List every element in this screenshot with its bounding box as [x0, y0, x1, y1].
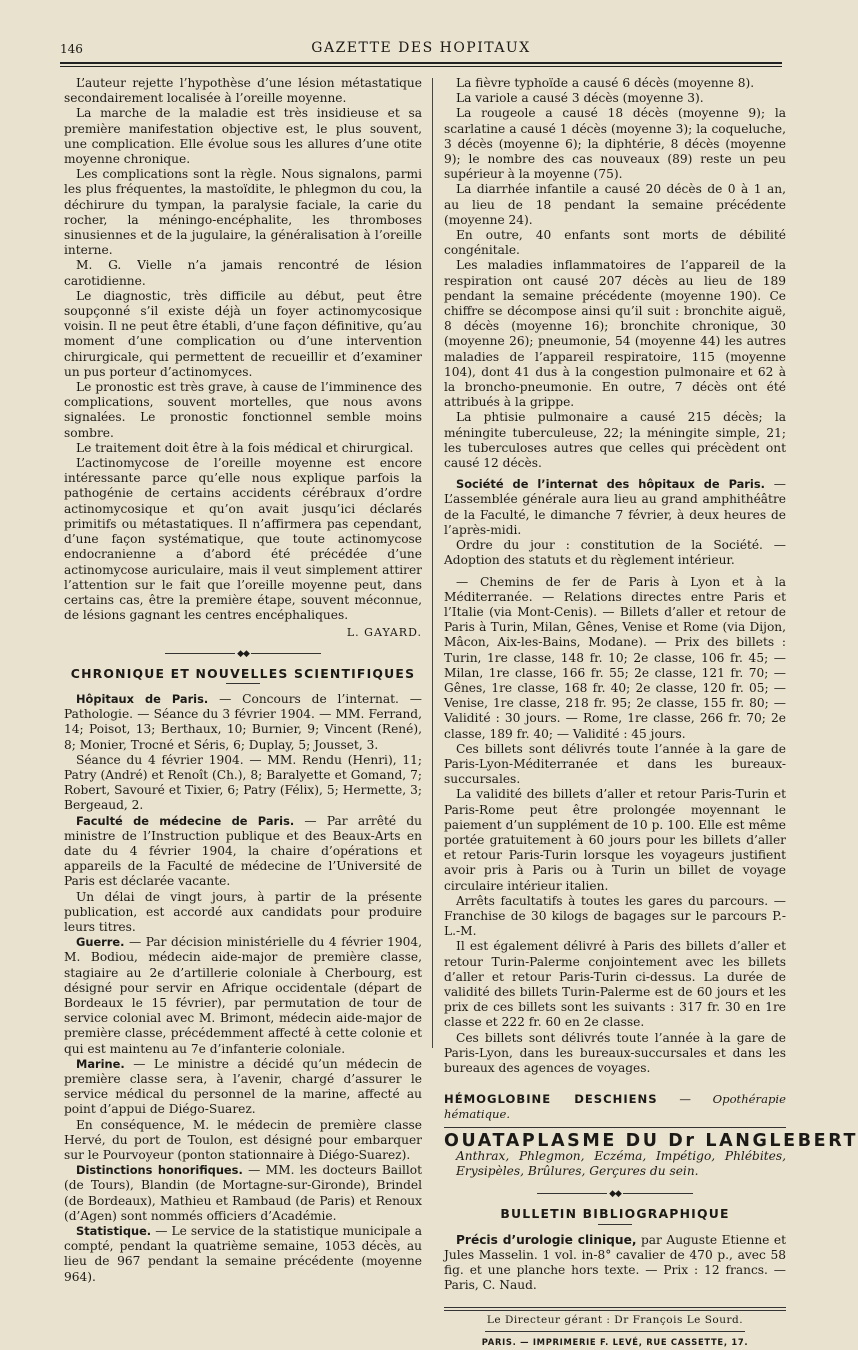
news-item-societe — [444, 477, 786, 538]
paragraph: Le traitement doit être à la fois médical et chirurgical. — [76, 440, 414, 455]
ad-rule — [444, 1127, 786, 1128]
page-header — [60, 38, 782, 62]
ouataplasme-ad-title: OUATAPLASME DU Dr LANGLEBERT — [444, 1130, 858, 1151]
news-text: — L’assemblée générale aura lieu au grand amphithéâtre de la Faculté, le dimanche 7 février, à deux heures de l’après-midi. — [444, 477, 786, 537]
paragraph: Le pronostic est très grave, à cause de l’imminence des complications, souvent mortelles, que nous avons signalées. Le pronostic fonctionnel semble moins sombre. — [64, 380, 422, 440]
bibliography-entry — [444, 1233, 786, 1294]
paragraph: En conséquence, M. le médecin de première classe Hervé, du port de Toulon, est désigné pour embarquer sur le Pourvoyeur (ponton stationnaire à Diégo-Suarez). — [64, 1117, 422, 1163]
right-column — [444, 76, 858, 1350]
ad-product-name: HÉMOGLOBINE DESCHIENS — [444, 1092, 658, 1107]
paragraph: L’auteur rejette l’hypothèse d’une lésion métastatique secondairement localisée à l’oreille moyenne. — [64, 76, 422, 106]
header-rule — [60, 62, 782, 64]
journal-title: GAZETTE DES HOPITAUX — [311, 40, 531, 56]
author-signature: L. GAYARD. — [346, 626, 422, 640]
printer-credit: PARIS. — IMPRIMERIE F. LEVÉ, RUE CASSETTE, 17. — [481, 1336, 749, 1347]
paragraph: La variole a causé 3 décès (moyenne 3). — [456, 91, 704, 106]
bulletin-heading: BULLETIN BIBLIOGRAPHIQUE — [500, 1206, 730, 1222]
news-text: — Concours de l’internat. — Pathologie. — Séance du 3 février 1904. — MM. Ferrand, 14; Poisot, 13; Berthaux, 10; Burnier, 9; Vincent (René), 8; Monier, Trocné et Séris, 6; Duplay, 5; Jousset, 3. — [64, 691, 422, 752]
heading-rule — [598, 1224, 632, 1225]
director-credit: Le Directeur gérant : Dr François Le Sourd. — [486, 1314, 744, 1327]
paragraph: M. G. Vielle n’a jamais rencontré de lésion carotidienne. — [64, 258, 422, 288]
news-text: — Le service de la statistique municipale a compté, pendant la quatrième semaine, 1053 décès, au lieu de 967 pendant la semaine précédente (moyenne 964). — [64, 1224, 422, 1284]
paragraph: Les maladies inflammatoires de l’appareil de la respiration ont causé 207 décès au lieu de 189 pendant la semaine précédente (moyenne 190). Ce chiffre se décompose ainsi qu’il suit : bronchite aiguë, 8 décès (moyenne 16); bronchite chronique, 30 (moyenne 26); pneumonie, 54 (moyenne 44) les autres maladies de l’appareil respiratoire, 115 (moyenne 104), dont 41 dus à la congestion pulmonaire et 62 à la broncho-pneumonie. En outre, 7 décès ont été attribués à la grippe. — [444, 258, 786, 410]
rubric-title: Statistique. — [76, 1224, 152, 1239]
ouataplasme-ad-indications: Anthrax, Phlegmon, Eczéma, Impétigo, Phlébites, Erysipèles, Brûlures, Gerçures du sein. — [456, 1148, 786, 1179]
rubric-title: Distinctions honorifiques. — [76, 1163, 243, 1178]
chronique-heading: CHRONIQUE ET NOUVELLES SCIENTIFIQUES — [70, 665, 416, 681]
news-item-distinctions — [64, 1163, 422, 1224]
footer-rule — [444, 1307, 786, 1311]
news-text: — MM. les docteurs Baillot (de Tours), Blandin (de Mortagne-sur-Gironde), Brindel (de Bordeaux), Mathieu et Rambaud (de Paris) et Renoux (d’Agen) sont nommés officiers d’Académie. — [64, 1163, 422, 1223]
column-divider — [432, 78, 433, 1048]
news-item-marine — [64, 1057, 422, 1118]
news-item-chemins-de-fer: — Chemins de fer de Paris à Lyon et à la Méditerranée. — Relations directes entre Paris et l’Italie (via Mont-Cenis). — Billets d’aller et retour de Paris à Turin, Milan, Gênes, Venise et Rome (via Dijon, Mâcon, Aix-les-Bains, Modane). — Prix des billets : Turin, 1re classe, 148 fr. 10; 2e classe, 106 fr. 45; — Milan, 1re classe, 166 fr. 55; 2e classe, 121 fr. 70; — Gênes, 1re classe, 168 fr. 40; 2e classe, 120 fr. 05; — Venise, 1re classe, 218 fr. 95; 2e classe, 155 fr. 80; — Validité : 30 jours. — Rome, 1re classe, 266 fr. 70; 2e classe, 189 fr. 40; — Validité : 45 jours. — [444, 574, 786, 741]
rubric-title: Faculté de médecine de Paris. — [76, 813, 295, 828]
footer-short-rule — [485, 1331, 745, 1332]
paragraph: Un délai de vingt jours, à partir de la présente publication, est accordé aux candidats pour produire leurs titres. — [64, 889, 422, 934]
paragraph: Les complications sont la règle. Nous signalons, parmi les plus fréquentes, la mastoïdite, le phlegmon du cou, la déchirure du tympan, la paralysie faciale, la carie du rocher, la méningo-encéphalite, les thromboses sinusiennes et de la jugulaire, la généralisation à l’oreille interne. — [64, 167, 422, 258]
header-rule-thin — [60, 66, 782, 67]
news-item-faculte — [64, 814, 422, 890]
section-ornament: ◆◆ — [64, 647, 422, 662]
paragraph: Le diagnostic, très difficile au début, peut être soupçonné s’il existe déjà un foyer actinomycosique voisin. Il ne peut être établi, d’une façon définitive, qu’au moment d’une complication ou d’une intervention chirurgicale, qui permettent de recueillir et d’examiner un pus porteur d’actinomyces. — [64, 288, 422, 379]
book-details: par Auguste Etienne et Jules Masselin. 1 vol. in-8° cavalier de 470 p., avec 58 fig. et une planche hors texte. — Prix : 12 francs. — Paris, C. Naud. — [444, 1232, 786, 1293]
paragraph: La marche de la maladie est très insidieuse et sa première manifestation objective est, le plus souvent, une complication. Elle évolue sous les allures d’une otite moyenne chronique. — [64, 106, 422, 167]
paragraph: Il est également délivré à Paris des billets d’aller et retour Turin-Palerme conjointement avec les billets d’aller et retour Paris-Turin ci-dessus. La durée de validité des billets Turin-Palerme est de 60 jours et les prix de ces billets sont les suivants : 317 fr. 30 en 1re classe et 222 fr. 60 en 2e classe. — [444, 939, 786, 1030]
section-ornament: ◆◆ — [444, 1187, 786, 1202]
paragraph: La rougeole a causé 18 décès (moyenne 9); la scarlatine a causé 1 décès (moyenne 3); la coqueluche, 3 décès (moyenne 6); la diphtérie, 8 décès (moyenne 9); le nombre des cas nouveaux (89) reste un peu supérieur à la moyenne (75). — [444, 106, 786, 182]
heading-rule — [226, 683, 260, 684]
paragraph: Ces billets sont délivrés toute l’année à la gare de Paris-Lyon-Méditerranée et dans les bureaux-succursales. — [444, 741, 786, 787]
book-title: Précis d’urologie clinique, — [456, 1232, 637, 1247]
paragraph: Séance du 4 février 1904. — MM. Rendu (Henri), 11; Patry (André) et Renoît (Ch.), 8; Baralyette et Gomand, 7; Robert, Savouré et Tixier, 6; Patry (Félix), 5; Hermette, 3; Bergeaud, 2. — [64, 752, 422, 813]
paragraph: La fièvre typhoïde a causé 6 décès (moyenne 8). — [456, 76, 755, 90]
news-text: — Le ministre a décidé qu’un médecin de première classe sera, à l’avenir, chargé d’assurer le service médical du personnel de la marine, affecté au point d’appui de Diégo-Suarez. — [64, 1056, 422, 1117]
paragraph: L’actinomycose de l’oreille moyenne est encore intéressante parce qu’elle nous explique parfois la pathogénie de certains accidents cérébraux d’ordre actinomycosique et qu’on avait jusqu’ici déclarés primitifs ou métastatiques. Il n’affirmera pas cependant, d’une façon systématique, que toute actinomycose endocranienne a d’abord été précédée d’une actinomycose auriculaire, mais il veut simplement attirer l’attention sur le fait que l’oreille moyenne peut, dans certains cas, être la première étape, souvent méconnue, de lésions gagnant les centres encéphaliques. — [64, 456, 422, 623]
paragraph: La diarrhée infantile a causé 20 décès de 0 à 1 an, au lieu de 18 pendant la semaine précédente (moyenne 24). — [444, 182, 786, 227]
paragraph: Ces billets sont délivrés toute l’année à la gare de Paris-Lyon, dans les bureaux-succursales et dans les bureaux des agences de voyages. — [444, 1030, 786, 1075]
news-item-statistique — [64, 1224, 422, 1285]
rubric-title: Guerre. — [76, 935, 125, 950]
rubric-title: Hôpitaux de Paris. — [76, 691, 209, 706]
page-number: 146 — [60, 42, 83, 56]
rubric-title: Société de l’internat des hôpitaux de Paris. — [456, 477, 765, 492]
ad-tagline: — Opothérapie hématique. — [444, 1092, 786, 1122]
hemoglobine-ad — [444, 1092, 786, 1122]
news-text: — Par arrêté du ministre de l’Instruction publique et des Beaux-Arts en date du 4 février 1904, la chaire d’opérations et appareils de la Faculté de médecine de l’Université de Paris est déclarée vacante. — [64, 813, 422, 889]
paragraph: Arrêts facultatifs à toutes les gares du parcours. — Franchise de 30 kilogs de bagages sur le parcours P.-L.-M. — [444, 893, 786, 939]
paragraph: La phtisie pulmonaire a causé 215 décès; la méningite tuberculeuse, 22; la méningite simple, 21; les tuberculoses autres que celles qui précèdent ont causé 12 décès. — [444, 410, 786, 471]
paragraph: La validité des billets d’aller et retour Paris-Turin et Paris-Rome peut être prolongée moyennant le paiement d’un supplément de 10 p. 100. Elle est même portée gratuitement à 60 jours pour les billets d’aller et retour Paris-Turin lorsque les voyageurs justifient avoir pris à Paris ou à Turin un billet de voyage circulaire intérieur italien. — [444, 787, 786, 893]
rubric-title: Marine. — [76, 1056, 125, 1071]
left-column — [64, 76, 422, 1285]
news-item-hopitaux — [64, 692, 422, 753]
paragraph: Ordre du jour : constitution de la Société. — Adoption des statuts et du règlement intérieur. — [444, 538, 786, 568]
news-text: — Par décision ministérielle du 4 février 1904, M. Bodiou, médecin aide-major de première classe, stagiaire au 2e d’artillerie coloniale à Cherbourg, est désigné pour servir en Afrique occidentale (départ de Bordeaux le 15 février), par permutation de tour de service colonial avec M. Brimont, médecin aide-major de première classe, précédemment affecté à cette colonie et qui est maintenu au 7e d’infanterie coloniale. — [64, 935, 422, 1056]
news-item-guerre — [64, 935, 422, 1057]
paragraph: En outre, 40 enfants sont morts de débilité congénitale. — [444, 228, 786, 258]
